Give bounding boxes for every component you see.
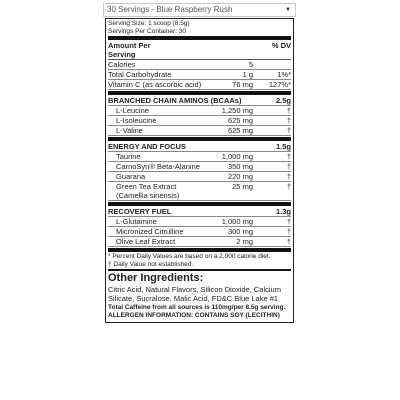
nutrient-amount: 300 mg bbox=[227, 227, 253, 236]
nutrient-row bbox=[108, 152, 291, 162]
divider-thick bbox=[108, 202, 291, 206]
nutrient-dv: † bbox=[286, 162, 291, 171]
nutrient-row bbox=[108, 217, 291, 227]
nutrient-dv: † bbox=[286, 217, 291, 226]
chevron-down-icon[interactable]: ▼ bbox=[285, 7, 291, 13]
nutrient-name: L-Valine bbox=[116, 126, 143, 135]
nutrient-dv: 127%* bbox=[268, 80, 291, 89]
nutrient-row bbox=[108, 162, 291, 172]
nutrient-row bbox=[108, 106, 291, 116]
nutrient-row bbox=[108, 237, 291, 247]
nutrient-name: Micronized Citrulline bbox=[116, 227, 184, 236]
nutrient-row bbox=[108, 172, 291, 182]
nutrient-amount: 1,000 mg bbox=[221, 152, 253, 161]
blend-header bbox=[108, 142, 291, 152]
nutrient-row bbox=[108, 80, 291, 90]
servings-per-container: Servings Per Container: 30 bbox=[108, 27, 187, 35]
allergen-statement: ALLERGEN INFORMATION: CONTAINS SOY (LECITHIN) bbox=[108, 312, 280, 319]
nutrient-dv: † bbox=[286, 106, 291, 115]
nutrient-amount: 625 mg bbox=[227, 116, 253, 125]
other-ingredients-text: Citric Acid, Natural Flavors, Silicon Dioxide, Calcium Silicate, Sucralose, Malic Acid, FD&C Blue Lake #1 bbox=[108, 285, 281, 303]
blend-title: BRANCHED CHAIN AMINOS (BCAAs) bbox=[108, 96, 242, 105]
nutrient-name: Total Carbohydrate bbox=[108, 70, 172, 79]
serving-size: Serving Size: 1 scoop (8.5g) bbox=[108, 20, 190, 27]
blend-title: RECOVERY FUEL bbox=[108, 207, 172, 216]
flavor-select-value: 30 Servings - Blue Raspberry Rush bbox=[107, 5, 233, 14]
nutrient-row bbox=[108, 182, 291, 201]
nutrient-name: L-Leucine bbox=[116, 106, 149, 115]
supplement-facts-panel bbox=[105, 18, 294, 323]
divider-medium bbox=[108, 269, 291, 271]
nutrient-dv: † bbox=[286, 172, 291, 181]
nutrient-row bbox=[108, 70, 291, 80]
blend-total: 2.5g bbox=[275, 96, 291, 105]
nutrient-dv: † bbox=[286, 237, 291, 246]
nutrient-name: Calories bbox=[108, 60, 136, 69]
dv-label: % DV bbox=[271, 41, 291, 50]
nutrient-dv: 1%* bbox=[277, 70, 291, 79]
nutrient-name: L-Isoleucine bbox=[116, 116, 157, 125]
caffeine-statement: Total Caffeine from all sources is 110mg/per 8.5g serving. bbox=[108, 304, 286, 311]
blend-sections bbox=[108, 96, 291, 252]
flavor-select[interactable] bbox=[103, 3, 296, 17]
nutrient-dv: † bbox=[286, 126, 291, 135]
nutrient-dv: † bbox=[286, 227, 291, 236]
blend-header bbox=[108, 207, 291, 217]
nutrient-row bbox=[108, 227, 291, 237]
divider-thick bbox=[108, 248, 291, 252]
nutrient-row bbox=[108, 116, 291, 126]
nutrient-name: Olive Leaf Extract bbox=[116, 237, 176, 246]
blend-title: ENERGY AND FOCUS bbox=[108, 142, 186, 151]
nutrient-row bbox=[108, 60, 291, 70]
nutrient-row bbox=[108, 126, 291, 136]
nutrient-amount: 2 mg bbox=[236, 237, 253, 246]
footnote-percent: * Percent Daily Values are based on a 2,000 calorie diet. bbox=[108, 253, 271, 260]
divider-thick bbox=[108, 36, 291, 40]
nutrient-dv: † bbox=[286, 116, 291, 125]
nutrient-name: CarnoSyn® Beta-Alanine bbox=[116, 162, 200, 171]
nutrient-dv: † bbox=[286, 182, 291, 191]
blend-total: 1.5g bbox=[275, 142, 291, 151]
nutrient-amount: 1 g bbox=[242, 70, 253, 79]
divider-thick bbox=[108, 137, 291, 141]
nutrient-amount: 350 mg bbox=[227, 162, 253, 171]
other-ingredients-title: Other Ingredients: bbox=[108, 272, 204, 284]
nutrient-amount: 1,250 mg bbox=[221, 106, 253, 115]
nutrient-dv bbox=[257, 60, 291, 69]
amount-per-serving-label: Amount Per Serving bbox=[108, 41, 151, 59]
nutrient-name: L-Glutamine bbox=[116, 217, 157, 226]
nutrient-amount: 1,000 mg bbox=[221, 217, 253, 226]
nutrient-amount: 220 mg bbox=[227, 172, 253, 181]
footnote-dagger: † Daily Value not established. bbox=[108, 260, 194, 268]
facts-header bbox=[108, 41, 291, 59]
nutrient-amount: 25 mg bbox=[232, 182, 253, 191]
nutrient-dv: † bbox=[286, 152, 291, 161]
nutrient-name: Green Tea Extract (Camellia sinensis) bbox=[116, 182, 180, 200]
nutrient-amount: 5 bbox=[248, 60, 253, 69]
nutrient-amount: 625 mg bbox=[227, 126, 253, 135]
divider-thick bbox=[108, 91, 291, 95]
nutrient-amount: 76 mg bbox=[232, 80, 253, 89]
basic-nutrient-list bbox=[108, 60, 291, 90]
nutrient-name: Vitamin C (as ascorbic acid) bbox=[108, 80, 202, 89]
nutrient-name: Taurine bbox=[116, 152, 141, 161]
blend-total: 1.3g bbox=[275, 207, 291, 216]
blend-header bbox=[108, 96, 291, 106]
nutrient-name: Guarana bbox=[116, 172, 146, 181]
